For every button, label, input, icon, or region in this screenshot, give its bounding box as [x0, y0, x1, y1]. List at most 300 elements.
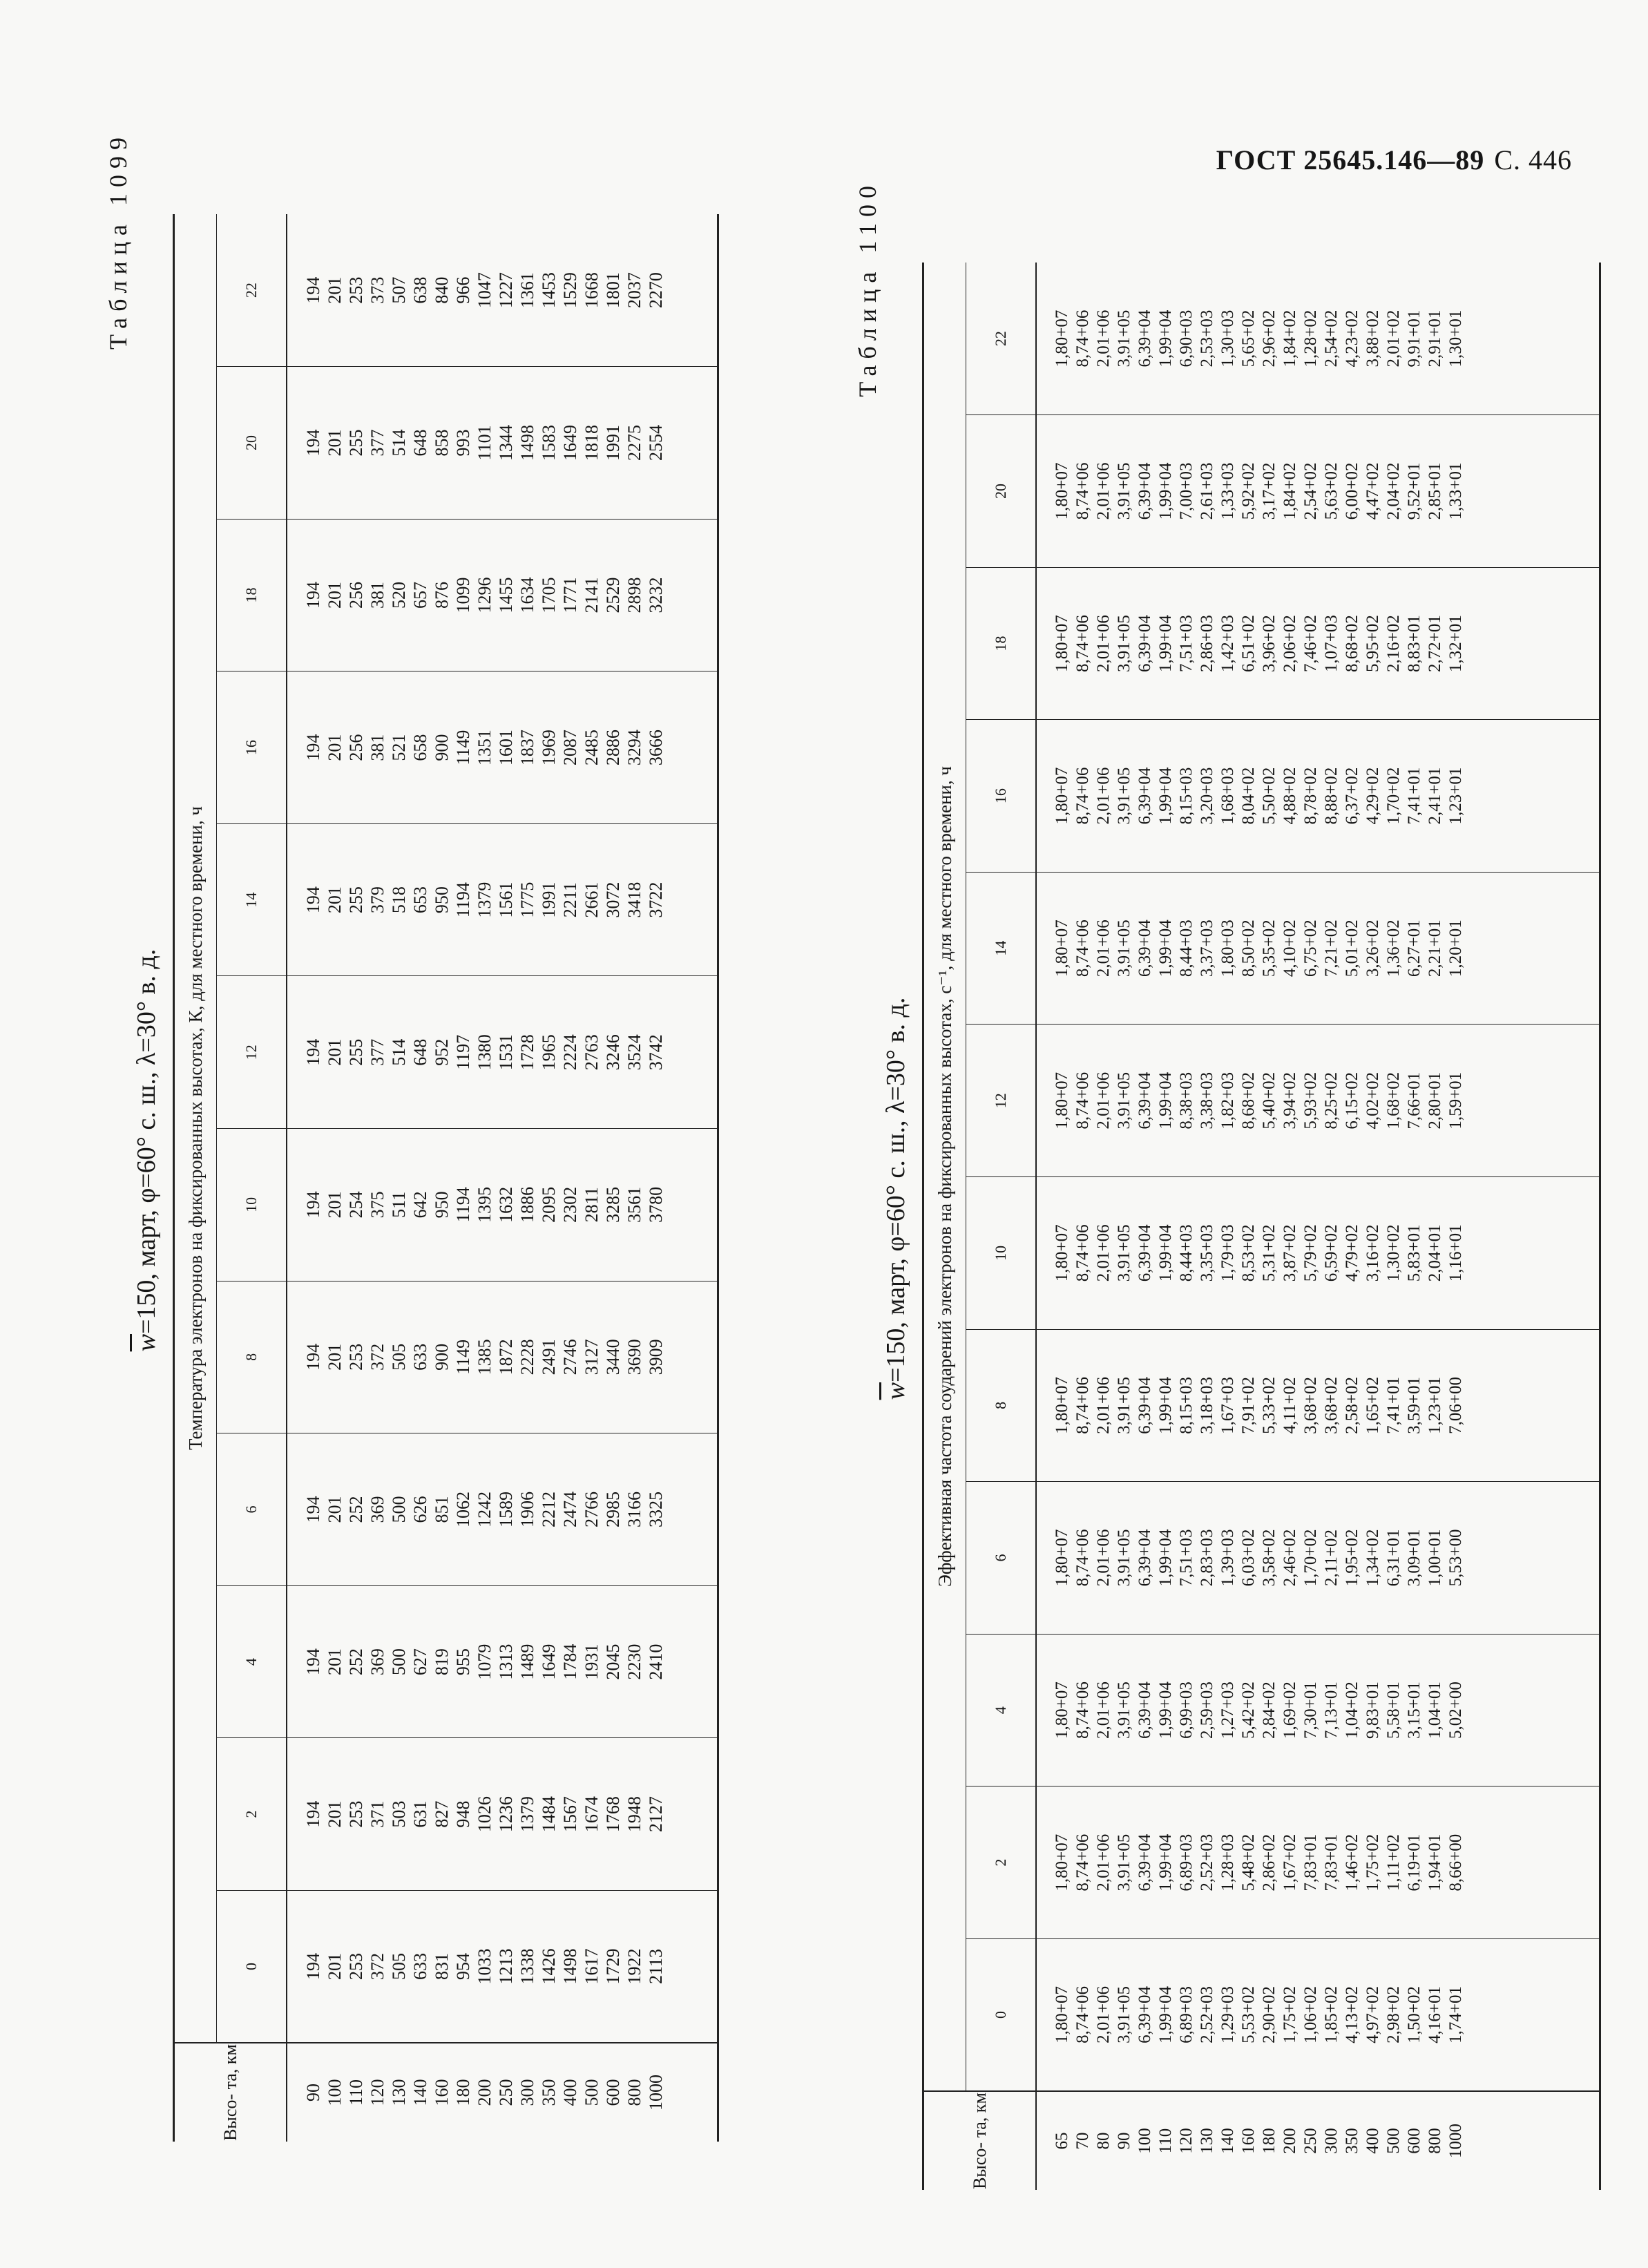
table-value: 638	[410, 276, 430, 304]
table-value: 1197	[453, 1034, 473, 1070]
hour-header: 6	[966, 1482, 1037, 1635]
table-value: 7,41+01	[1384, 1376, 1403, 1434]
table-value: 626	[410, 1496, 430, 1523]
table-value: 1344	[496, 424, 516, 461]
table-value: 1,28+03	[1218, 1833, 1237, 1891]
table-value: 1227	[496, 272, 516, 309]
table-value: 7,13+01	[1322, 1681, 1341, 1739]
value-column	[1036, 1786, 1600, 1939]
table-value: 6,15+02	[1343, 1071, 1361, 1130]
table-value: 500	[389, 1496, 409, 1523]
table-value: 6,51+02	[1239, 615, 1258, 672]
table-value: 1,79+03	[1218, 1224, 1237, 1282]
table-value: 1,80+07	[1053, 1529, 1071, 1587]
table-value: 194	[303, 1648, 323, 1676]
value-column	[1036, 567, 1600, 720]
height-value: 140	[1218, 2128, 1237, 2154]
table-value: 3127	[582, 1339, 602, 1375]
table-value: 3,59+01	[1405, 1376, 1424, 1434]
table-value: 194	[303, 1800, 323, 1828]
table-value: 1236	[496, 1796, 516, 1833]
height-value: 130	[1198, 2128, 1216, 2154]
table-value: 1771	[560, 577, 580, 613]
value-cell	[303, 1891, 667, 2042]
table-value: 3,96+02	[1260, 615, 1278, 672]
table-value: 4,97+02	[1363, 1986, 1382, 2043]
table-value: 2037	[624, 272, 644, 309]
table-caption: Таблица 1100	[854, 180, 881, 397]
table-value: 4,29+02	[1363, 767, 1382, 825]
table-value: 1,94+01	[1426, 1833, 1444, 1891]
table-value: 1,04+01	[1426, 1681, 1444, 1739]
table-value: 372	[367, 1952, 387, 1980]
table-value: 1026	[475, 1796, 495, 1833]
table-value: 5,35+02	[1260, 919, 1278, 978]
table-value: 3,91+05	[1115, 1071, 1133, 1130]
height-value: 110	[346, 2079, 366, 2106]
table-value: 633	[410, 1343, 430, 1371]
table-value: 2,90+02	[1260, 1986, 1278, 2043]
table-value: 5,95+02	[1363, 615, 1382, 672]
table-value: 371	[367, 1800, 387, 1828]
table-value: 8,44+03	[1177, 1224, 1196, 1282]
table-value: 1426	[539, 1948, 559, 1985]
table-value: 2045	[603, 1643, 623, 1680]
table-value: 194	[303, 1343, 323, 1371]
table-value: 1886	[517, 1186, 537, 1223]
table-value: 5,63+02	[1322, 462, 1341, 520]
table-value: 6,39+04	[1136, 1071, 1154, 1130]
table-value: 819	[432, 1648, 452, 1676]
value-cell	[1052, 1786, 1466, 1938]
table-value: 5,50+02	[1260, 767, 1278, 825]
table-value: 5,53+02	[1239, 1986, 1258, 2043]
table-value: 4,13+02	[1343, 1986, 1361, 2043]
table-value: 1991	[603, 424, 623, 461]
table-value: 3,16+02	[1363, 1224, 1382, 1282]
table-value: 256	[346, 582, 366, 609]
value-cell	[303, 520, 667, 671]
table-value: 3,18+03	[1198, 1376, 1216, 1434]
value-cell	[303, 824, 667, 976]
table-value: 8,74+06	[1073, 1376, 1092, 1434]
table-value: 5,31+02	[1260, 1224, 1278, 1282]
table-value: 6,75+02	[1301, 919, 1320, 978]
table-value: 1,80+07	[1053, 1376, 1071, 1434]
value-cell	[1052, 1330, 1466, 1482]
table-value: 1649	[539, 1643, 559, 1680]
height-value: 400	[1363, 2128, 1382, 2154]
table-value: 4,88+02	[1281, 767, 1299, 825]
table-value: 7,83+01	[1301, 1833, 1320, 1891]
table-value: 3561	[624, 1186, 644, 1223]
table-value: 2,01+06	[1094, 1986, 1113, 2043]
table-value: 3780	[646, 1186, 666, 1223]
table-value: 6,37+02	[1343, 767, 1361, 825]
table-value: 1,99+04	[1156, 309, 1175, 368]
table-value: 2211	[560, 882, 580, 918]
table-value: 3072	[603, 882, 623, 918]
table-value: 1,46+02	[1343, 1833, 1361, 1891]
table-block-1100	[853, 180, 1606, 2218]
table-value: 6,39+04	[1136, 1529, 1154, 1587]
table-value: 4,23+02	[1343, 309, 1361, 368]
table-value: 201	[325, 1648, 345, 1676]
value-cell	[1052, 1177, 1466, 1329]
table-value: 2,46+02	[1281, 1529, 1299, 1587]
table-value: 1965	[539, 1034, 559, 1071]
table-value: 2491	[539, 1339, 559, 1375]
table-value: 2811	[582, 1187, 602, 1223]
table-value: 1455	[496, 577, 516, 613]
table-value: 1,65+02	[1363, 1376, 1382, 1434]
table-value: 3,37+03	[1198, 919, 1216, 978]
height-value: 160	[432, 2079, 452, 2106]
table-value: 1,99+04	[1156, 1071, 1175, 1130]
table-value: 1,80+07	[1053, 919, 1071, 978]
table-value: 2302	[560, 1186, 580, 1223]
table-value: 954	[453, 1952, 473, 1980]
table-value: 6,03+02	[1239, 1529, 1258, 1587]
table-value: 201	[325, 886, 345, 914]
table-value: 7,83+01	[1322, 1833, 1341, 1891]
table-value: 5,42+02	[1239, 1681, 1258, 1739]
table-value: 3524	[624, 1034, 644, 1071]
table-value: 500	[389, 1648, 409, 1676]
table-value: 6,39+04	[1136, 919, 1154, 978]
table-value: 1,75+02	[1363, 1833, 1382, 1891]
table-value: 3,58+02	[1260, 1529, 1278, 1587]
table-value: 1948	[624, 1796, 644, 1833]
table-value: 373	[367, 276, 387, 304]
table-value: 1,50+02	[1405, 1986, 1424, 2043]
value-column	[287, 214, 718, 367]
table-value: 511	[389, 1191, 409, 1218]
table-value: 2,01+06	[1094, 1071, 1113, 1130]
table-value: 2529	[603, 577, 623, 613]
value-cell	[303, 1586, 667, 1738]
table-value: 201	[325, 276, 345, 304]
table-value: 1,95+02	[1343, 1529, 1361, 1587]
value-column	[1036, 1938, 1600, 2091]
table-value: 1,99+04	[1156, 767, 1175, 825]
table-value: 507	[389, 276, 409, 304]
table-value: 3,68+02	[1322, 1376, 1341, 1434]
table-value: 8,44+03	[1177, 919, 1196, 978]
table-value: 1,75+02	[1281, 1986, 1299, 2043]
table-value: 2554	[646, 424, 666, 461]
table-value: 1101	[475, 425, 495, 461]
table-value: 5,40+02	[1260, 1071, 1278, 1130]
table-value: 3,35+03	[1198, 1224, 1216, 1282]
table-caption: Таблица 1099	[104, 131, 132, 350]
height-column-header: Высо- та, км	[923, 2091, 1037, 2190]
height-value: 500	[582, 2079, 602, 2106]
table-value: 1,70+02	[1301, 1529, 1320, 1587]
table-value: 1351	[475, 730, 495, 766]
table-value: 194	[303, 582, 323, 609]
table-value: 1668	[582, 272, 602, 309]
table-value: 6,27+01	[1405, 919, 1424, 978]
table-value: 6,19+01	[1405, 1833, 1424, 1891]
height-value: 100	[325, 2079, 345, 2106]
table-value: 1801	[603, 272, 623, 309]
hour-header: 4	[966, 1634, 1037, 1786]
table-value: 627	[410, 1648, 430, 1676]
hour-header: 2	[217, 1738, 287, 1891]
hour-header: 20	[217, 367, 287, 520]
table-value: 201	[325, 1952, 345, 1980]
table-value: 2763	[582, 1034, 602, 1071]
table-value: 4,79+02	[1343, 1224, 1361, 1282]
table-value: 8,68+02	[1343, 615, 1361, 672]
value-column	[287, 1738, 718, 1891]
value-cell	[1052, 873, 1466, 1025]
table-value: 1728	[517, 1034, 537, 1071]
table-value: 3,15+01	[1405, 1681, 1424, 1739]
table-value: 8,04+02	[1239, 767, 1258, 825]
hour-header: 8	[966, 1329, 1037, 1482]
height-value: 180	[453, 2079, 473, 2106]
value-cell	[303, 1129, 667, 1281]
table-value: 2228	[517, 1339, 537, 1375]
table-value: 2,01+06	[1094, 309, 1113, 368]
table-value: 2886	[603, 730, 623, 766]
table-value: 1,99+04	[1156, 1986, 1175, 2043]
table-value: 3,91+05	[1115, 1529, 1133, 1587]
hour-header: 16	[966, 720, 1037, 873]
table-value: 6,89+03	[1177, 1833, 1196, 1891]
table-value: 1567	[560, 1796, 580, 1833]
table-value: 201	[325, 429, 345, 457]
table-value: 5,58+01	[1384, 1681, 1403, 1739]
height-values-column	[1036, 2091, 1600, 2190]
table-value: 2,61+03	[1198, 462, 1216, 520]
table-value: 2,85+01	[1426, 462, 1444, 520]
table-value: 255	[346, 1038, 366, 1066]
table-value: 2,83+03	[1198, 1529, 1216, 1587]
hour-header: 8	[217, 1281, 287, 1433]
table-value: 6,90+03	[1177, 309, 1196, 368]
table-value: 1529	[560, 272, 580, 309]
table-value: 3,94+02	[1281, 1071, 1299, 1130]
table-value: 1768	[603, 1796, 623, 1833]
table-value: 2,98+02	[1384, 1986, 1403, 2043]
table-value: 9,83+01	[1363, 1681, 1382, 1739]
table-value: 8,88+02	[1322, 767, 1341, 825]
table-value: 2,01+06	[1094, 1681, 1113, 1739]
hour-header: 18	[217, 519, 287, 671]
hour-header: 12	[966, 1025, 1037, 1177]
table-value: 1,99+04	[1156, 919, 1175, 978]
table-value: 966	[453, 276, 473, 304]
table-value: 1,69+02	[1281, 1681, 1299, 1739]
table-value: 5,92+02	[1239, 462, 1258, 520]
table-value: 2,21+01	[1426, 919, 1444, 978]
table-value: 5,48+02	[1239, 1833, 1258, 1891]
table-value: 2,52+03	[1198, 1986, 1216, 2043]
table-value: 2,01+06	[1094, 1376, 1113, 1434]
page-header	[1216, 144, 1572, 176]
table-value: 2,80+01	[1426, 1071, 1444, 1130]
table-value: 900	[432, 734, 452, 761]
table-value: 1313	[496, 1643, 516, 1680]
table-value: 831	[432, 1952, 452, 1980]
table-value: 1906	[517, 1491, 537, 1527]
hour-header: 0	[992, 2010, 1009, 2019]
value-cell	[1052, 1635, 1466, 1786]
table-value: 5,83+01	[1405, 1224, 1424, 1282]
table-block-1099	[104, 131, 725, 2169]
table-value: 3690	[624, 1339, 644, 1375]
table-value: 1453	[539, 272, 559, 309]
table-value: 2,01+06	[1094, 462, 1113, 520]
height-value: 120	[1177, 2128, 1196, 2154]
value-cell	[1052, 1939, 1466, 2090]
table-value: 2270	[646, 272, 666, 309]
table-value: 827	[432, 1800, 452, 1828]
table-value: 1969	[539, 730, 559, 766]
table-value: 520	[389, 582, 409, 609]
table-value: 2898	[624, 577, 644, 613]
table-value: 7,51+03	[1177, 615, 1196, 672]
main-header: Температура электронов на фиксированных высотах, К, для местного времени, ч	[174, 214, 217, 2043]
table-value: 381	[367, 734, 387, 761]
table-value: 1062	[453, 1491, 473, 1527]
table-value: 1379	[517, 1796, 537, 1833]
table-value: 381	[367, 582, 387, 609]
hour-header: 14	[966, 872, 1037, 1025]
table-value: 1,99+04	[1156, 1376, 1175, 1434]
table-value: 252	[346, 1496, 366, 1523]
table-value: 8,15+03	[1177, 1376, 1196, 1434]
value-cell	[1052, 720, 1466, 872]
table-value: 1,99+04	[1156, 1833, 1175, 1891]
table-value: 8,74+06	[1073, 767, 1092, 825]
table-value: 1,99+04	[1156, 1529, 1175, 1587]
table-value: 8,38+03	[1177, 1071, 1196, 1130]
table-value: 4,02+02	[1363, 1071, 1382, 1130]
table-value: 3722	[646, 882, 666, 918]
table-value: 1489	[517, 1643, 537, 1680]
value-column	[287, 1433, 718, 1586]
table-value: 1634	[517, 577, 537, 613]
height-column-header: Высо- та, км	[174, 2043, 287, 2142]
table-value: 8,74+06	[1073, 462, 1092, 520]
table-value: 5,79+02	[1301, 1224, 1320, 1282]
table-value: 3166	[624, 1491, 644, 1527]
table-value: 6,39+04	[1136, 1376, 1154, 1434]
table-value: 201	[325, 1343, 345, 1371]
table-value: 8,53+02	[1239, 1224, 1258, 1282]
table-value: 8,74+06	[1073, 1224, 1092, 1282]
table-value: 1561	[496, 882, 516, 918]
table-value: 1674	[582, 1796, 602, 1833]
table-value: 2,04+02	[1384, 462, 1403, 520]
title-params: =150, март, φ=60° с. ш., λ=30° в. д.	[881, 997, 910, 1382]
table-value: 8,74+06	[1073, 1833, 1092, 1891]
table-value: 8,74+06	[1073, 919, 1092, 978]
table-value: 1033	[475, 1948, 495, 1985]
table-value: 952	[432, 1038, 452, 1066]
value-column	[287, 671, 718, 824]
table-value: 194	[303, 1038, 323, 1066]
value-cell	[1052, 1025, 1466, 1176]
table-value: 1,80+07	[1053, 1986, 1071, 2043]
table-value: 7,06+00	[1446, 1376, 1465, 1434]
height-value: 350	[539, 2079, 559, 2106]
table-value: 1,11+02	[1384, 1834, 1403, 1891]
table-value: 950	[432, 886, 452, 914]
height-value: 200	[475, 2079, 495, 2106]
table-value: 8,74+06	[1073, 1986, 1092, 2043]
table-value: 8,74+06	[1073, 1071, 1092, 1130]
table-value: 631	[410, 1800, 430, 1828]
table-value: 252	[346, 1648, 366, 1676]
table-value: 6,00+02	[1343, 462, 1361, 520]
table-value: 8,50+02	[1239, 919, 1258, 978]
height-value: 200	[1281, 2128, 1299, 2154]
table-value: 2141	[582, 577, 602, 613]
table-value: 1338	[517, 1948, 537, 1985]
table-value: 6,39+04	[1136, 1681, 1154, 1739]
value-column	[287, 1585, 718, 1738]
table-value: 3,91+05	[1115, 767, 1133, 825]
table-value: 3,91+05	[1115, 615, 1133, 672]
table-value: 1149	[453, 1339, 473, 1375]
table-value: 1,23+01	[1426, 1376, 1444, 1434]
table-value: 194	[303, 886, 323, 914]
hour-header: 10	[217, 1129, 287, 1281]
table-value: 6,39+04	[1136, 309, 1154, 368]
value-column	[287, 823, 718, 976]
table-value: 7,41+01	[1405, 767, 1424, 825]
table-value: 5,01+02	[1343, 919, 1361, 978]
hour-header: 20	[966, 415, 1037, 568]
table-value: 5,53+00	[1446, 1529, 1465, 1587]
table-value: 201	[325, 1496, 345, 1523]
table-value: 2,84+02	[1260, 1681, 1278, 1739]
table-value: 2,86+02	[1260, 1833, 1278, 1891]
table-value: 2,96+02	[1260, 309, 1278, 368]
table-value: 256	[346, 734, 366, 761]
table-value: 2,54+02	[1322, 309, 1341, 368]
table-value: 1,80+07	[1053, 767, 1071, 825]
table-value: 955	[453, 1648, 473, 1676]
table-value: 2,54+02	[1301, 462, 1320, 520]
height-value: 70	[1073, 2132, 1092, 2150]
table-value: 6,31+01	[1384, 1529, 1403, 1587]
table-value: 2410	[646, 1643, 666, 1680]
hour-header: 12	[217, 976, 287, 1129]
value-column	[1036, 1025, 1600, 1177]
table-value: 1,67+02	[1281, 1833, 1299, 1891]
gost-number: ГОСТ 25645.146—89	[1216, 144, 1485, 175]
table-value: 1632	[496, 1186, 516, 1223]
table-value: 8,15+03	[1177, 767, 1196, 825]
height-value: 100	[1136, 2128, 1154, 2154]
table-value: 1818	[582, 424, 602, 461]
table-value: 6,39+04	[1136, 767, 1154, 825]
value-column	[1036, 1482, 1600, 1635]
table-value: 3,91+05	[1115, 1986, 1133, 2043]
height-value: 90	[303, 2084, 323, 2102]
value-cell	[303, 1738, 667, 1890]
table-value: 3285	[603, 1186, 623, 1223]
table-value: 3232	[646, 577, 666, 613]
table-value: 1,68+02	[1384, 1071, 1403, 1130]
table-value: 1194	[453, 882, 473, 918]
